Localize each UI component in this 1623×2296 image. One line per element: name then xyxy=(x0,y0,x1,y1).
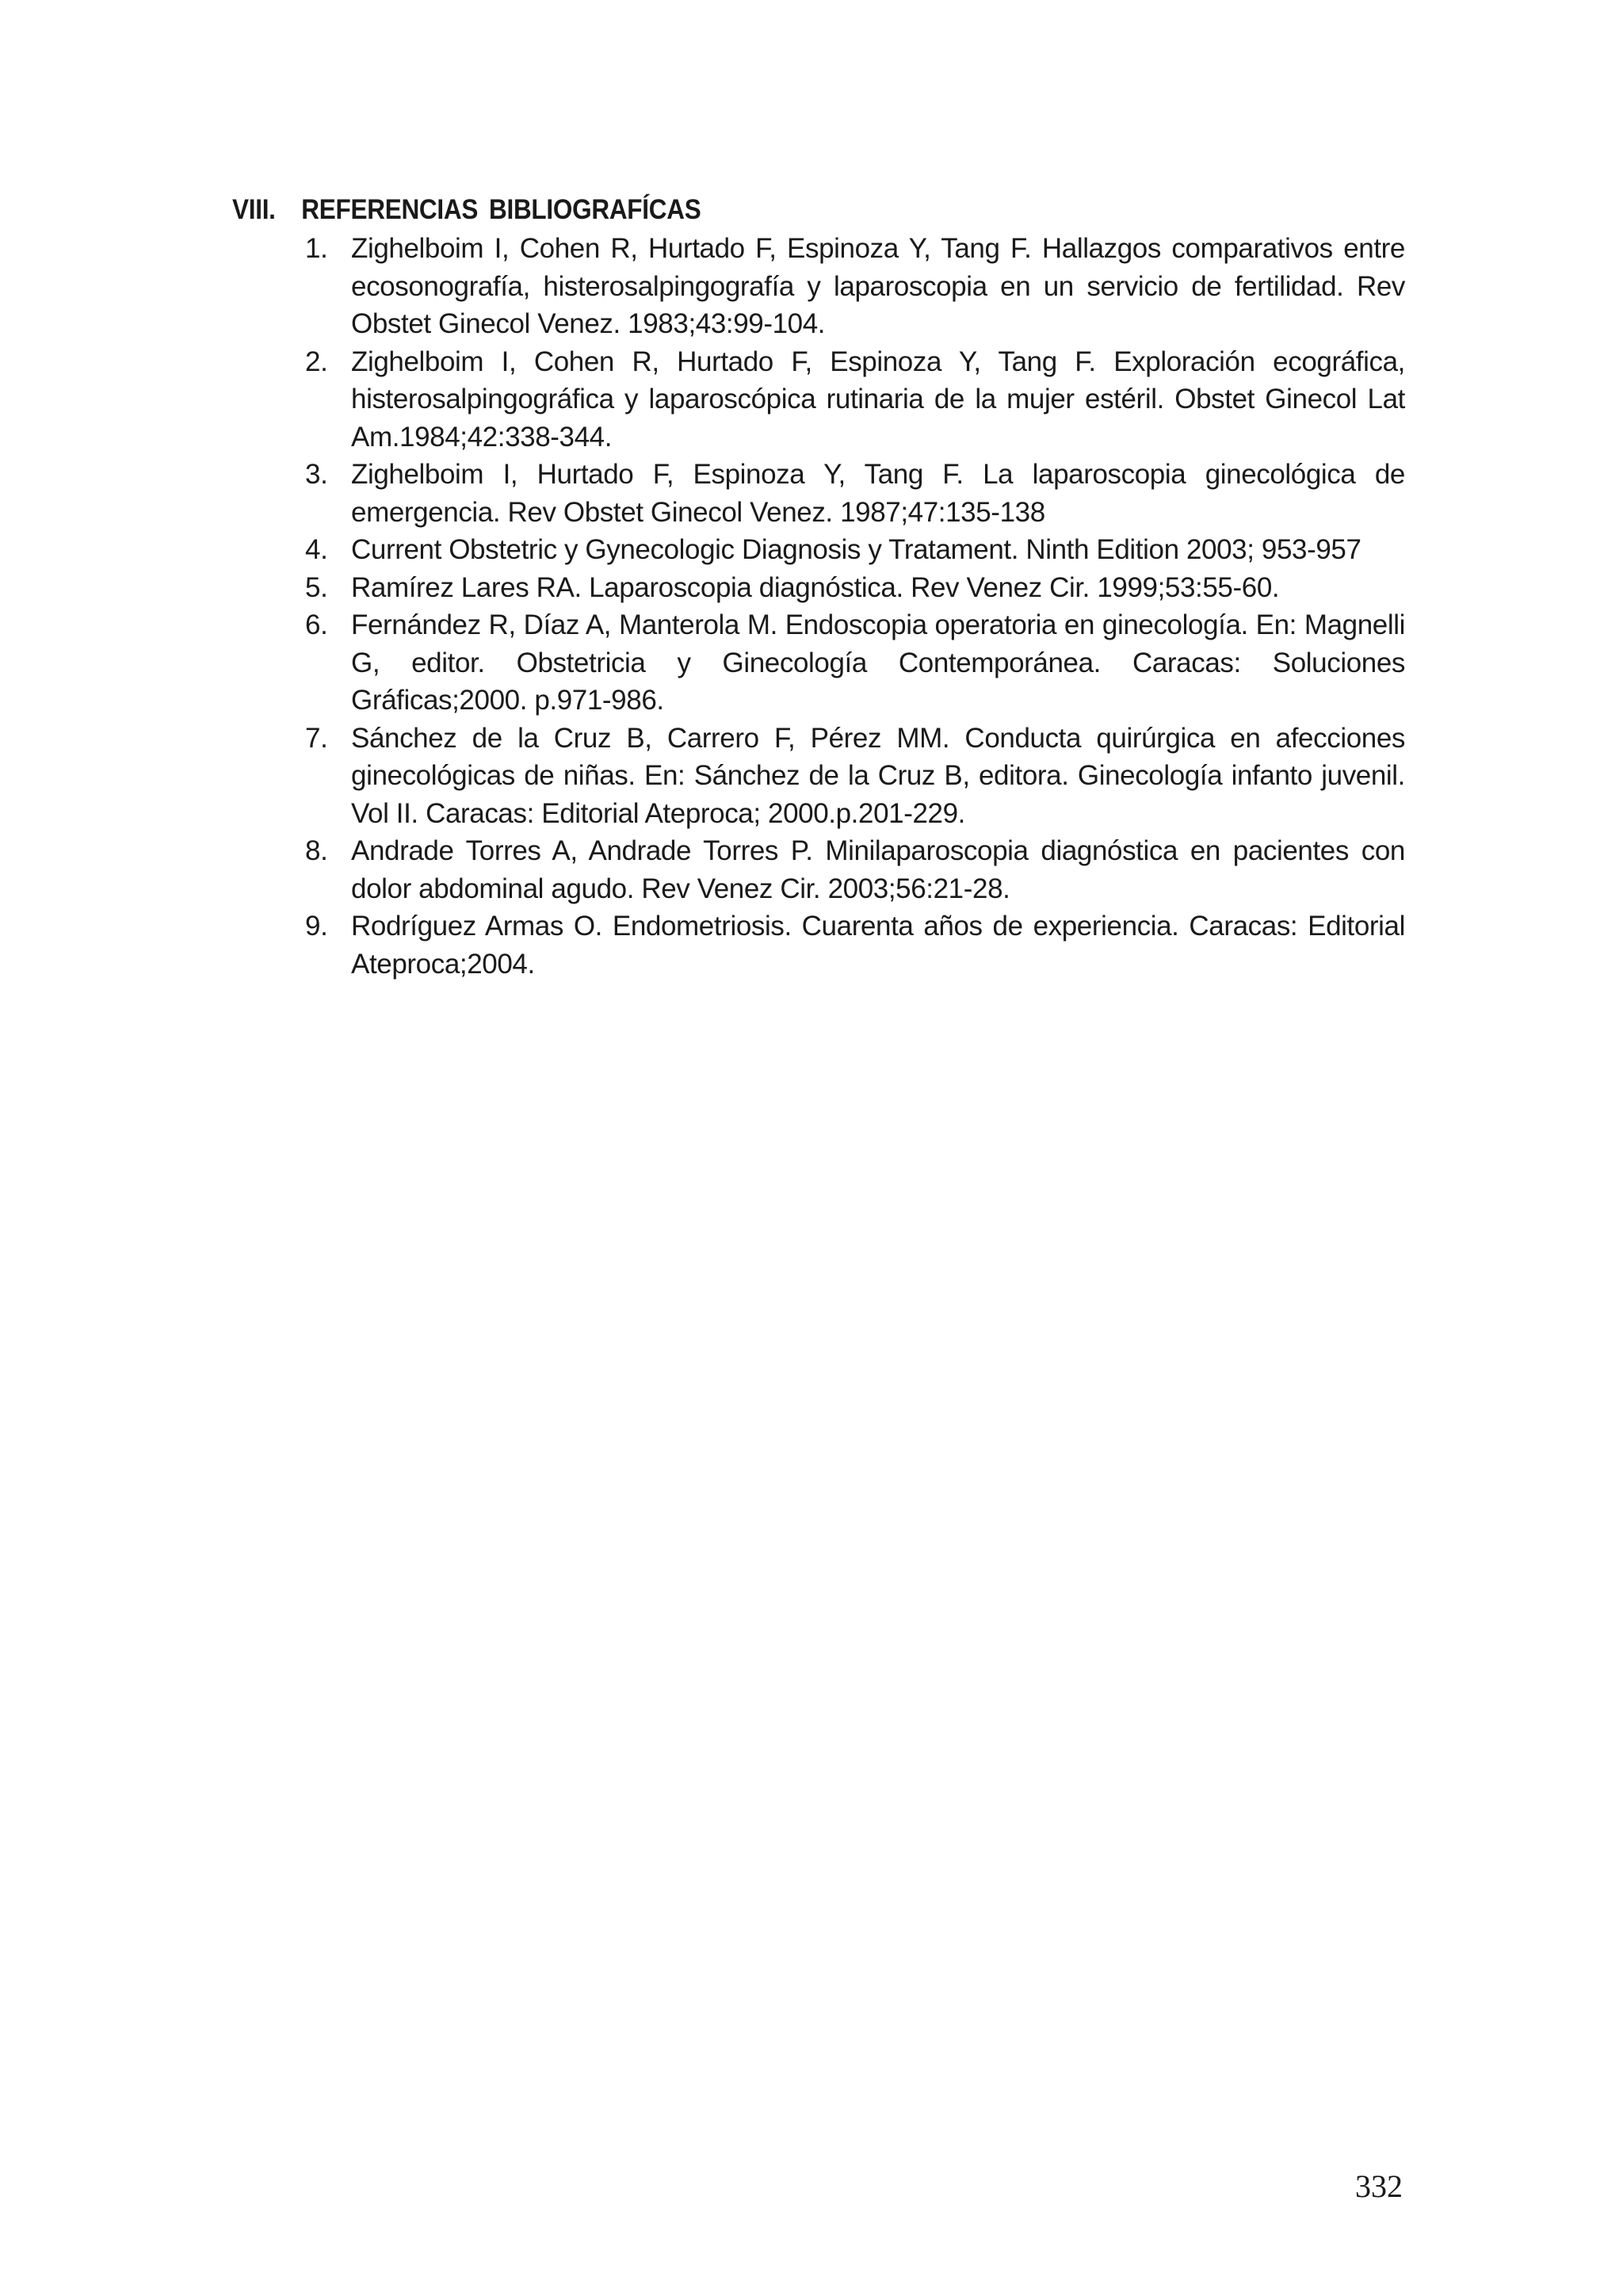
reference-number: 8. xyxy=(305,835,328,866)
reference-item xyxy=(305,606,1405,720)
reference-list xyxy=(305,230,1405,983)
reference-number: 5. xyxy=(305,571,328,603)
reference-item xyxy=(305,230,1405,343)
reference-item xyxy=(305,720,1405,833)
reference-item xyxy=(305,832,1405,907)
reference-number: 4. xyxy=(305,534,328,565)
reference-item xyxy=(305,343,1405,457)
reference-text: Rodríguez Armas O. Endometriosis. Cuarenta años de experiencia. Caracas: Editorial Ateproca;2004. xyxy=(351,911,1405,980)
references-section xyxy=(232,192,1405,980)
reference-text: Ramírez Lares RA. Laparoscopia diagnóstica. Rev Venez Cir. 1999;53:55-60. xyxy=(351,571,1280,603)
reference-number: 3. xyxy=(305,459,328,490)
reference-number: 2. xyxy=(305,346,328,377)
reference-text: Current Obstetric y Gynecologic Diagnosis y Tratament. Ninth Edition 2003; 953-957 xyxy=(351,534,1361,565)
reference-number: 6. xyxy=(305,609,328,640)
reference-item xyxy=(305,907,1405,983)
section-number: VIII. xyxy=(232,194,276,225)
reference-text: Sánchez de la Cruz B, Carrero F, Pérez MM. Conducta quirúrgica en afecciones ginecológicas de niñas. En: Sánchez de la Cruz B, editora. Ginecología infanto juvenil. Vol II. Caracas: Editorial Ateproca; 2000.p.201-229. xyxy=(351,722,1405,829)
reference-item xyxy=(305,531,1405,569)
reference-number: 1. xyxy=(305,233,328,264)
reference-text: Zighelboim I, Cohen R, Hurtado F, Espinoza Y, Tang F. Hallazgos comparativos entre ecosonografía, histerosalpingografía y laparoscopia en un servicio de fertilidad. Rev Obstet Ginecol Venez. 1983;43:99-104. xyxy=(351,233,1405,339)
section-title: REFERENCIAS BIBLIOGRAFÍCAS xyxy=(301,194,701,225)
reference-number: 9. xyxy=(305,911,328,942)
reference-number: 7. xyxy=(305,722,328,754)
page-number: 332 xyxy=(1355,2168,1403,2204)
reference-item xyxy=(305,569,1405,607)
section-heading xyxy=(232,192,1404,228)
reference-text: Andrade Torres A, Andrade Torres P. Minilaparoscopia diagnóstica en pacientes con dolor abdominal agudo. Rev Venez Cir. 2003;56:21-28. xyxy=(351,835,1405,904)
reference-item xyxy=(305,456,1405,531)
reference-text: Zighelboim I, Hurtado F, Espinoza Y, Tang F. La laparoscopia ginecológica de emergencia. Rev Obstet Ginecol Venez. 1987;47:135-138 xyxy=(351,459,1405,528)
reference-text: Zighelboim I, Cohen R, Hurtado F, Espinoza Y, Tang F. Exploración ecográfica, histerosalpingográfica y laparoscópica rutinaria de la mujer estéril. Obstet Ginecol Lat Am.1984;42:338-344. xyxy=(351,346,1405,453)
reference-text: Fernández R, Díaz A, Manterola M. Endoscopia operatoria en ginecología. En: Magnelli G, editor. Obstetricia y Ginecología Contemporánea. Caracas: Soluciones Gráficas;2000. p.971-986. xyxy=(351,609,1405,716)
